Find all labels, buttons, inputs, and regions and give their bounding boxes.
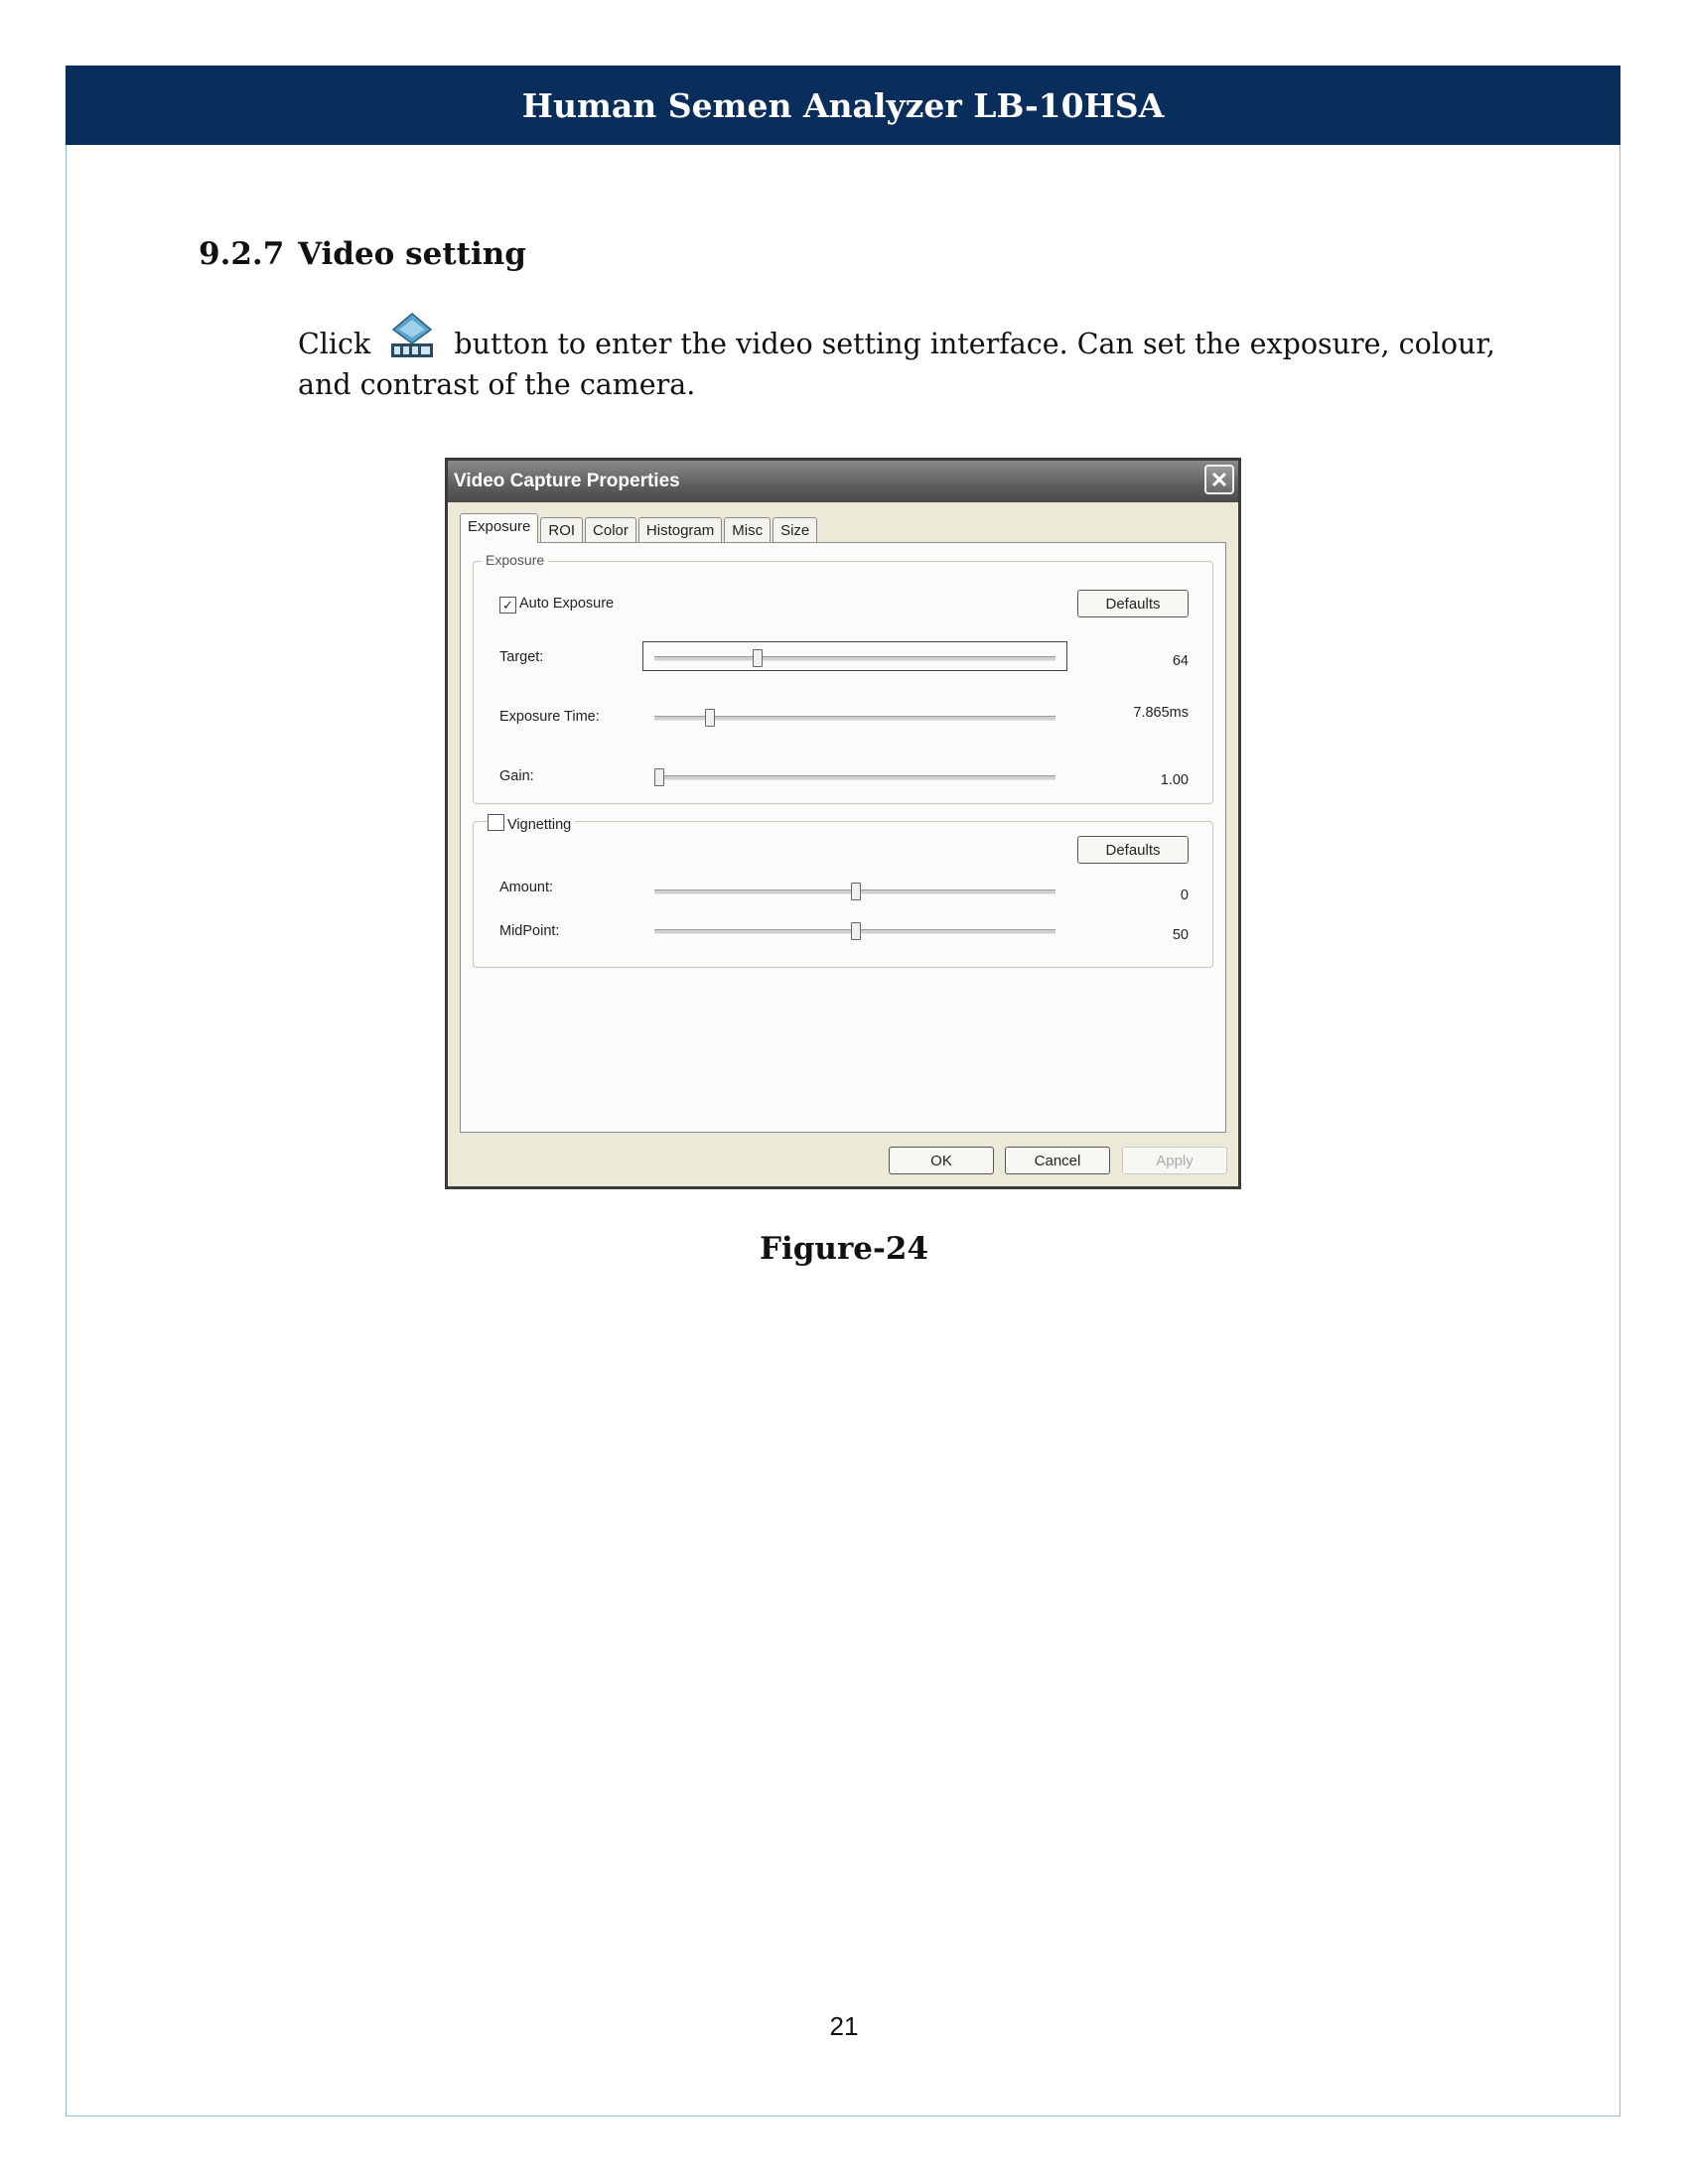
tab-roi[interactable]: ROI [540, 517, 583, 543]
amount-value: 0 [1180, 887, 1189, 903]
gain-label: Gain: [499, 768, 534, 784]
video-camera-settings-icon [385, 310, 439, 363]
section-number: 9.2.7 [199, 236, 285, 272]
auto-exposure-checkbox[interactable] [499, 596, 614, 614]
exposure-tab-panel [460, 542, 1226, 1133]
auto-exposure-check-icon: ✓ [499, 597, 516, 614]
video-capture-properties-dialog [445, 458, 1241, 1189]
cancel-button[interactable]: Cancel [1005, 1147, 1110, 1174]
target-slider-thumb[interactable] [753, 649, 763, 667]
amount-slider[interactable] [654, 889, 1055, 894]
amount-slider-thumb[interactable] [851, 883, 861, 900]
exposure-time-value: 7.865ms [1133, 705, 1189, 721]
vignetting-groupbox [473, 817, 1213, 968]
target-value: 64 [1172, 653, 1189, 669]
vignetting-defaults-button[interactable]: Defaults [1077, 836, 1189, 864]
auto-exposure-label: Auto Exposure [519, 596, 615, 612]
exposure-group-legend: Exposure [482, 552, 548, 568]
ok-button[interactable]: OK [889, 1147, 994, 1174]
midpoint-label: MidPoint: [499, 923, 560, 939]
tab-misc[interactable]: Misc [724, 517, 771, 543]
section-title: Video setting [298, 236, 526, 272]
exposure-time-label: Exposure Time: [499, 709, 600, 725]
midpoint-slider[interactable] [654, 929, 1055, 934]
dialog-titlebar [448, 461, 1238, 502]
tab-size[interactable]: Size [773, 517, 817, 543]
gain-slider-thumb[interactable] [654, 768, 664, 786]
figure-caption: Figure-24 [759, 1231, 929, 1267]
tab-color[interactable]: Color [585, 517, 636, 543]
tab-strip [460, 513, 819, 543]
target-label: Target: [499, 649, 544, 665]
vignetting-checkbox[interactable] [488, 814, 575, 833]
apply-button[interactable]: Apply [1122, 1147, 1227, 1174]
page-number: 21 [829, 2011, 859, 2041]
gain-value: 1.00 [1160, 772, 1189, 788]
dialog-title: Video Capture Properties [454, 471, 680, 491]
exposure-time-slider[interactable] [654, 716, 1055, 721]
midpoint-value: 50 [1172, 927, 1189, 943]
gain-slider[interactable] [654, 775, 1055, 780]
tab-histogram[interactable]: Histogram [638, 517, 722, 543]
vignetting-label: Vignetting [507, 817, 572, 833]
section-heading [199, 236, 526, 272]
exposure-defaults-button[interactable]: Defaults [1077, 590, 1189, 617]
tab-exposure[interactable]: Exposure [460, 513, 538, 543]
document-title: Human Semen Analyzer LB-10HSA [521, 85, 1165, 125]
document-header [66, 66, 1620, 145]
exposure-time-slider-thumb[interactable] [705, 709, 715, 727]
target-slider[interactable] [654, 656, 1055, 661]
body-rest-text: button to enter the video setting interface. Can set the exposure, colour, and contrast of the camera. [298, 328, 1495, 401]
midpoint-slider-thumb[interactable] [851, 922, 861, 940]
body-paragraph [298, 310, 1539, 405]
click-word: Click [298, 328, 371, 360]
vignetting-check-icon [488, 814, 504, 831]
exposure-groupbox [473, 552, 1213, 804]
amount-label: Amount: [499, 880, 553, 895]
close-icon[interactable]: ✕ [1204, 465, 1234, 494]
